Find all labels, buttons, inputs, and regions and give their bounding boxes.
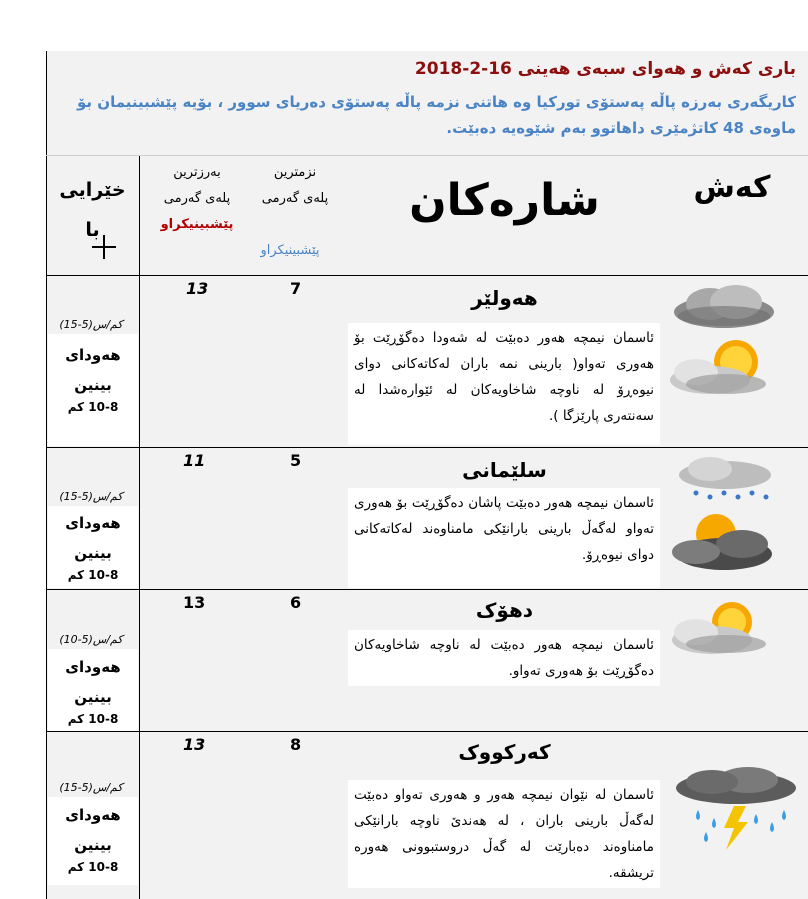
visibility-range: 10-8 کم — [67, 568, 119, 582]
thunderstorm-icon — [668, 766, 802, 852]
city-name: دهۆک — [475, 598, 534, 622]
min-temp-label-1: نزمترین — [273, 165, 317, 180]
grid-line — [46, 275, 808, 276]
max-temp-forecast-label: پێشبینیکراو — [160, 217, 234, 232]
min-temp-value: 8 — [290, 735, 302, 754]
visibility-label: هەودای بینین — [65, 514, 121, 562]
sun-dark-cloud-icon — [666, 508, 776, 576]
city-name: سلێمانی — [462, 458, 547, 482]
visibility-label: هەودای بینین — [65, 806, 121, 854]
weather-description: ئاسمان نیمچە هەور دەبێت لە شەودا دەگۆڕێت بۆ هەوری تەواو( بارینی نمە باران لەکاتەکانی دوای نیوەڕۆ لە ناوچە شاخاویەکان لە ئێوارەشدا لە سەنتەری پارێزگا ). — [348, 323, 660, 445]
forecast-header — [46, 51, 808, 155]
grid-line — [139, 155, 140, 899]
visibility-range: 10-8 کم — [67, 400, 119, 414]
visibility-label: هەودای بینین — [65, 658, 121, 706]
weather-description: ئاسمان لە نێوان نیمچە هەور و هەوری تەواو دەبێت لەگەڵ بارینی باران ، لە هەندێ ناوچە بارانێکی مامناوەند دەبارێت لە گەڵ دروستبوونی هەورە تریشقە. — [348, 780, 660, 888]
min-temp-label-2: پلەی گەرمی — [261, 191, 329, 206]
visibility-range: 10-8 کم — [67, 712, 119, 726]
column-cities: شارەکان — [409, 175, 600, 226]
wind-speed: (10-5)کم/س — [59, 633, 123, 646]
forecast-title: باری کەش و هەوای سبەی هەینی 16-2-2018 — [414, 59, 796, 79]
grid-line — [46, 731, 808, 732]
grid-line — [46, 447, 808, 448]
max-temp-value: 13 — [183, 593, 206, 612]
grid-line — [46, 51, 47, 899]
wind-label-2: با — [85, 219, 100, 241]
min-temp-value: 6 — [290, 593, 302, 612]
sun-cloud-icon — [666, 334, 774, 404]
max-temp-value: 13 — [183, 735, 206, 754]
city-name: کەرکووک — [458, 740, 551, 764]
max-temp-value: 13 — [186, 279, 209, 298]
forecast-description: کاریگەری بەرزە پاڵە پەستۆی تورکیا وە هاتنی نزمە پاڵە پەستۆی دەریای سوور ، بۆیە پێشبینیمان بۆ ماوەی 48 کاتژمێری داهاتوو بەم شێوەیە دەبێت. — [77, 93, 796, 137]
column-min-temp — [245, 160, 345, 212]
visibility-label: هەودای بینین — [65, 346, 121, 394]
min-temp-forecast-label: پێشبینیکراو — [260, 243, 320, 258]
min-temp-value: 7 — [290, 279, 302, 298]
weather-description: ئاسمان نیمچە هەور دەبێت پاشان دەگۆڕێت بۆ هەوری تەواو لەگەڵ بارینی بارانێکی مامناوەند لەکاتەکانی دوای نیوەڕۆ. — [348, 488, 660, 588]
max-temp-value: 11 — [183, 451, 206, 470]
column-max-temp — [142, 160, 252, 238]
grid-line — [46, 155, 808, 156]
wind-speed: (15-5)کم/س — [59, 490, 123, 503]
plus-icon — [92, 235, 116, 259]
min-temp-value: 5 — [290, 451, 302, 470]
max-temp-label-2: پلەی گەرمی — [163, 191, 231, 206]
wind-speed: (15-5)کم/س — [59, 781, 123, 794]
snow-cloud-icon — [670, 455, 780, 503]
max-temp-label-1: بەرزترین — [173, 165, 221, 180]
city-name: هەولێر — [471, 286, 538, 310]
cloudy-icon — [670, 282, 778, 332]
sun-cloud-icon — [666, 596, 774, 662]
visibility-range: 10-8 کم — [67, 860, 119, 874]
column-weather: کەش — [693, 170, 771, 205]
wind-label-1: خێرایی — [59, 179, 126, 201]
weather-description: ئاسمان نیمچە هەور دەبێت لە ناوچە شاخاویەکان دەگۆڕێت بۆ هەوری تەواو. — [348, 630, 660, 686]
wind-speed: (15-5)کم/س — [59, 318, 123, 331]
grid-line — [46, 589, 808, 590]
